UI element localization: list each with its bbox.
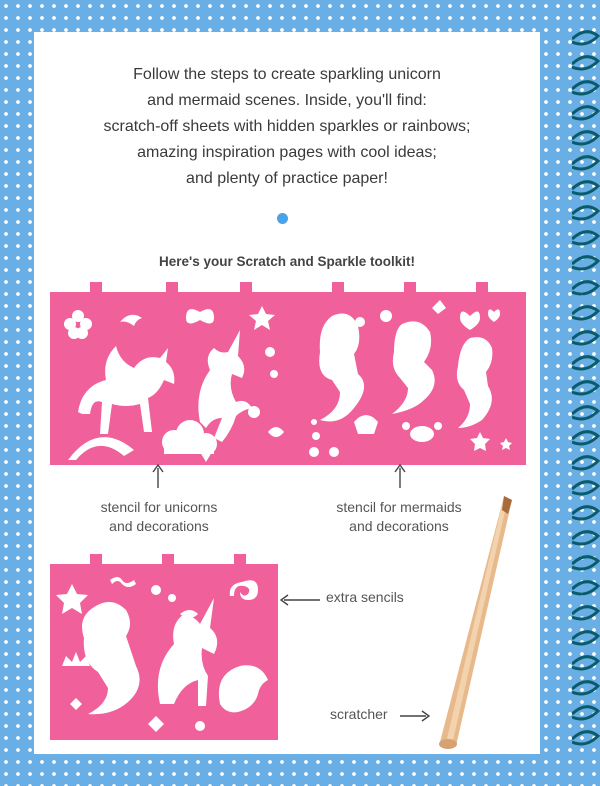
intro-text bbox=[34, 62, 540, 192]
extra-stencil-icon bbox=[50, 554, 278, 742]
scratcher-icon bbox=[418, 492, 518, 754]
spiral-binding-icon bbox=[572, 305, 600, 323]
spiral-binding-icon bbox=[572, 180, 600, 198]
arrow-icon bbox=[152, 464, 164, 488]
intro-line: and plenty of practice paper! bbox=[186, 170, 388, 187]
unicorn-stencil-label: stencil for unicorns and decorations bbox=[100, 499, 218, 534]
mermaid-stencil-icon bbox=[294, 282, 526, 467]
decorative-dot bbox=[277, 213, 288, 224]
arrow-icon bbox=[280, 594, 320, 606]
spiral-binding-icon bbox=[572, 480, 600, 498]
spiral-binding-icon bbox=[572, 655, 600, 673]
extra-stencils-label: extra sencils bbox=[326, 589, 404, 605]
mermaid-stencil-label: stencil for mermaids and decorations bbox=[336, 499, 462, 534]
spiral-binding-icon bbox=[572, 580, 600, 598]
spiral-binding-icon bbox=[572, 105, 600, 123]
spiral-binding-icon bbox=[572, 380, 600, 398]
spiral-binding-icon bbox=[572, 730, 600, 748]
book-page bbox=[34, 32, 540, 754]
intro-line: and mermaid scenes. Inside, you'll find: bbox=[147, 92, 427, 109]
spiral-binding-icon bbox=[572, 205, 600, 223]
spiral-binding-icon bbox=[572, 405, 600, 423]
extra-stencil bbox=[50, 554, 278, 742]
spiral-binding-icon bbox=[572, 530, 600, 548]
spiral-binding-icon bbox=[572, 630, 600, 648]
spiral-binding-icon bbox=[572, 605, 600, 623]
spiral-binding-icon bbox=[572, 505, 600, 523]
intro-line: scratch-off sheets with hidden sparkles or rainbows; bbox=[103, 118, 471, 135]
spiral-binding-icon bbox=[572, 55, 600, 73]
spiral-binding-icon bbox=[572, 80, 600, 98]
mermaid-stencil bbox=[294, 282, 526, 467]
spiral-binding-icon bbox=[572, 455, 600, 473]
spiral-binding-icon bbox=[572, 680, 600, 698]
spiral-binding-icon bbox=[572, 230, 600, 248]
toolkit-heading: Here's your Scratch and Sparkle toolkit! bbox=[158, 254, 416, 269]
spiral-binding-icon bbox=[572, 705, 600, 723]
intro-line: Follow the steps to create sparkling unicorn bbox=[133, 66, 441, 83]
arrow-icon bbox=[400, 710, 430, 722]
spiral-binding-icon bbox=[572, 280, 600, 298]
spiral-binding-icon bbox=[572, 430, 600, 448]
spiral-binding-icon bbox=[572, 555, 600, 573]
spiral-binding-icon bbox=[572, 130, 600, 148]
arrow-icon bbox=[394, 464, 406, 488]
spiral-binding-icon bbox=[572, 330, 600, 348]
scratcher-label: scratcher bbox=[330, 706, 388, 722]
unicorn-stencil bbox=[50, 282, 294, 467]
intro-line: amazing inspiration pages with cool ideas; bbox=[137, 144, 437, 161]
spiral-binding-icon bbox=[572, 30, 600, 48]
spiral-binding-icon bbox=[572, 255, 600, 273]
spiral-binding-icon bbox=[572, 155, 600, 173]
spiral-binding-icon bbox=[572, 355, 600, 373]
unicorn-stencil-icon bbox=[50, 282, 294, 467]
